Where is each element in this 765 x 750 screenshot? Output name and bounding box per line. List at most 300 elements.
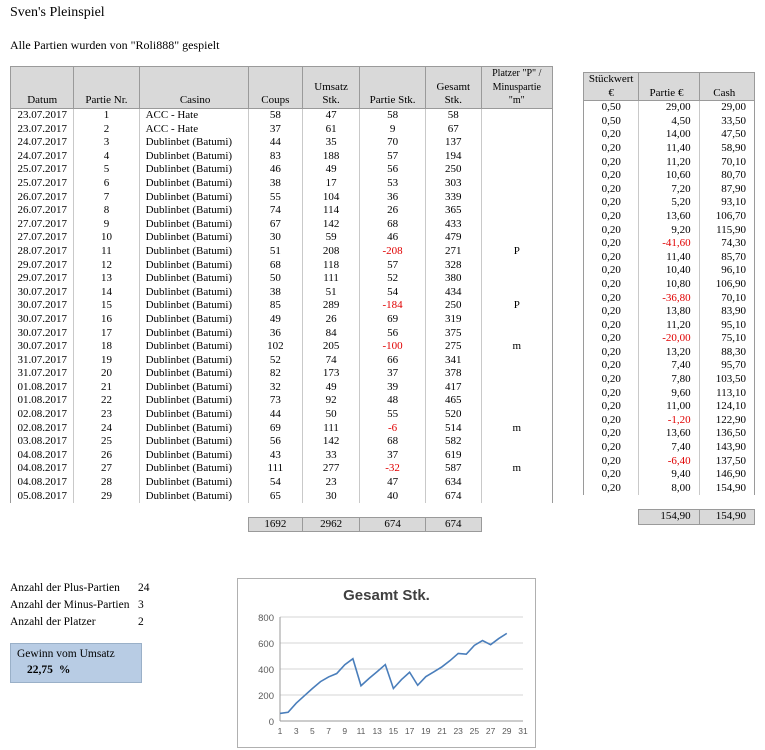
cell-cash: 85,70 bbox=[699, 251, 754, 265]
cell-partie-eur: -36,80 bbox=[639, 292, 699, 306]
cell-gesamt-stk: 250 bbox=[426, 299, 481, 313]
cell-partie-nr: 3 bbox=[74, 136, 139, 150]
col-stueckwert-line2: € bbox=[608, 86, 614, 99]
cell-casino: Dublinbet (Batumi) bbox=[139, 327, 248, 341]
money-row bbox=[584, 210, 755, 224]
cell-platzer-mark bbox=[481, 327, 552, 341]
col-stueckwert bbox=[584, 73, 639, 101]
money-row bbox=[584, 115, 755, 129]
cell-stueckwert: 0,20 bbox=[584, 305, 639, 319]
cell-umsatz-stk: 188 bbox=[303, 150, 360, 164]
cell-coups: 82 bbox=[248, 367, 302, 381]
cell-partie-eur: 8,00 bbox=[639, 482, 699, 496]
cell-coups: 73 bbox=[248, 394, 302, 408]
cell-partie-eur: -6,40 bbox=[639, 455, 699, 469]
cell-cash: 115,90 bbox=[699, 224, 754, 238]
cell-gesamt-stk: 328 bbox=[426, 259, 481, 273]
cell-cash: 106,90 bbox=[699, 278, 754, 292]
cell-stueckwert: 0,20 bbox=[584, 156, 639, 170]
cell-cash: 106,70 bbox=[699, 210, 754, 224]
table-row bbox=[11, 150, 553, 164]
money-row bbox=[584, 427, 755, 441]
chart-xtick-label: 29 bbox=[502, 726, 512, 736]
stat-platzer-value: 2 bbox=[138, 616, 144, 628]
cell-cash: 113,10 bbox=[699, 387, 754, 401]
cell-partie-nr: 9 bbox=[74, 218, 139, 232]
cell-cash: 75,10 bbox=[699, 332, 754, 346]
cell-platzer-mark bbox=[481, 272, 552, 286]
cell-umsatz-stk: 104 bbox=[303, 191, 360, 205]
cell-gesamt-stk: 275 bbox=[426, 340, 481, 354]
cell-cash: 103,50 bbox=[699, 373, 754, 387]
cell-platzer-mark: P bbox=[481, 299, 552, 313]
cell-datum: 24.07.2017 bbox=[11, 150, 74, 164]
cell-gesamt-stk: 434 bbox=[426, 286, 481, 300]
cell-datum: 01.08.2017 bbox=[11, 394, 74, 408]
cell-umsatz-stk: 277 bbox=[303, 462, 360, 476]
cell-partie-eur: 5,20 bbox=[639, 196, 699, 210]
cell-casino: ACC - Hate bbox=[139, 109, 248, 123]
cell-partie-eur: 9,60 bbox=[639, 387, 699, 401]
cell-partie-eur: 11,20 bbox=[639, 319, 699, 333]
col-platzer-line2: Minuspartie bbox=[492, 81, 541, 93]
table-row bbox=[11, 231, 553, 245]
cell-partie-stk: 52 bbox=[360, 272, 426, 286]
cell-coups: 38 bbox=[248, 286, 302, 300]
cell-stueckwert: 0,20 bbox=[584, 264, 639, 278]
cell-stueckwert: 0,20 bbox=[584, 183, 639, 197]
money-totals-partie: 154,90 bbox=[639, 510, 699, 525]
cell-stueckwert: 0,20 bbox=[584, 400, 639, 414]
cell-platzer-mark bbox=[481, 136, 552, 150]
cell-coups: 74 bbox=[248, 204, 302, 218]
cell-cash: 93,10 bbox=[699, 196, 754, 210]
cell-partie-eur: 7,80 bbox=[639, 373, 699, 387]
spacer-cell bbox=[699, 495, 754, 509]
cell-umsatz-stk: 111 bbox=[303, 422, 360, 436]
cell-cash: 33,50 bbox=[699, 115, 754, 129]
money-totals-cash: 154,90 bbox=[699, 510, 754, 525]
cell-partie-nr: 11 bbox=[74, 245, 139, 259]
cell-platzer-mark bbox=[481, 367, 552, 381]
cell-stueckwert: 0,20 bbox=[584, 278, 639, 292]
cell-umsatz-stk: 51 bbox=[303, 286, 360, 300]
table-row bbox=[11, 340, 553, 354]
money-row bbox=[584, 373, 755, 387]
totals-blank-casino bbox=[139, 517, 248, 532]
spacer-cell bbox=[426, 503, 481, 517]
cell-datum: 29.07.2017 bbox=[11, 272, 74, 286]
cell-casino: Dublinbet (Batumi) bbox=[139, 490, 248, 504]
cell-datum: 30.07.2017 bbox=[11, 340, 74, 354]
chart-xtick-label: 1 bbox=[277, 726, 283, 736]
cell-cash: 29,00 bbox=[699, 101, 754, 115]
col-gesamt-line2: Stk. bbox=[444, 94, 462, 107]
chart-ytick-label: 200 bbox=[258, 691, 274, 702]
cell-casino: Dublinbet (Batumi) bbox=[139, 462, 248, 476]
cell-datum: 29.07.2017 bbox=[11, 259, 74, 273]
cell-stueckwert: 0,20 bbox=[584, 346, 639, 360]
cell-datum: 27.07.2017 bbox=[11, 231, 74, 245]
cell-gesamt-stk: 634 bbox=[426, 476, 481, 490]
cell-casino: Dublinbet (Batumi) bbox=[139, 394, 248, 408]
cell-stueckwert: 0,20 bbox=[584, 427, 639, 441]
cell-coups: 37 bbox=[248, 123, 302, 137]
money-row bbox=[584, 278, 755, 292]
cell-casino: Dublinbet (Batumi) bbox=[139, 191, 248, 205]
cell-cash: 80,70 bbox=[699, 169, 754, 183]
cell-gesamt-stk: 417 bbox=[426, 381, 481, 395]
cell-casino: Dublinbet (Batumi) bbox=[139, 136, 248, 150]
cell-partie-stk: 54 bbox=[360, 286, 426, 300]
cell-partie-stk: 70 bbox=[360, 136, 426, 150]
cell-umsatz-stk: 205 bbox=[303, 340, 360, 354]
cell-stueckwert: 0,20 bbox=[584, 142, 639, 156]
cell-gesamt-stk: 341 bbox=[426, 354, 481, 368]
cell-gesamt-stk: 582 bbox=[426, 435, 481, 449]
cell-gesamt-stk: 67 bbox=[426, 123, 481, 137]
cell-coups: 54 bbox=[248, 476, 302, 490]
chart-xtick-label: 23 bbox=[453, 726, 463, 736]
totals-gesamt-stk: 674 bbox=[426, 517, 481, 532]
cell-partie-stk: -32 bbox=[360, 462, 426, 476]
cell-umsatz-stk: 61 bbox=[303, 123, 360, 137]
cell-partie-stk: 36 bbox=[360, 191, 426, 205]
cell-stueckwert: 0,20 bbox=[584, 128, 639, 142]
cell-casino: Dublinbet (Batumi) bbox=[139, 150, 248, 164]
spacer-cell bbox=[639, 495, 699, 509]
cell-coups: 38 bbox=[248, 177, 302, 191]
money-row bbox=[584, 319, 755, 333]
col-umsatz-line2: Stk. bbox=[322, 94, 340, 107]
cell-platzer-mark bbox=[481, 490, 552, 504]
cell-umsatz-stk: 142 bbox=[303, 218, 360, 232]
cell-partie-stk: -184 bbox=[360, 299, 426, 313]
cell-umsatz-stk: 118 bbox=[303, 259, 360, 273]
money-row bbox=[584, 387, 755, 401]
chart-xtick-label: 9 bbox=[342, 726, 348, 736]
cell-gesamt-stk: 465 bbox=[426, 394, 481, 408]
cell-platzer-mark bbox=[481, 313, 552, 327]
cell-cash: 88,30 bbox=[699, 346, 754, 360]
cell-partie-nr: 5 bbox=[74, 163, 139, 177]
cell-datum: 26.07.2017 bbox=[11, 204, 74, 218]
cell-umsatz-stk: 26 bbox=[303, 313, 360, 327]
cell-partie-eur: 13,80 bbox=[639, 305, 699, 319]
col-umsatz-line1: Umsatz bbox=[314, 80, 348, 93]
stat-minus bbox=[10, 597, 160, 614]
cell-casino: Dublinbet (Batumi) bbox=[139, 340, 248, 354]
spacer-cell bbox=[360, 503, 426, 517]
cell-casino: Dublinbet (Batumi) bbox=[139, 177, 248, 191]
cell-datum: 23.07.2017 bbox=[11, 109, 74, 123]
cell-stueckwert: 0,20 bbox=[584, 468, 639, 482]
cell-partie-nr: 20 bbox=[74, 367, 139, 381]
table-row bbox=[11, 299, 553, 313]
cell-gesamt-stk: 380 bbox=[426, 272, 481, 286]
cell-stueckwert: 0,20 bbox=[584, 169, 639, 183]
cell-gesamt-stk: 339 bbox=[426, 191, 481, 205]
cell-coups: 50 bbox=[248, 272, 302, 286]
cell-partie-nr: 6 bbox=[74, 177, 139, 191]
cell-coups: 51 bbox=[248, 245, 302, 259]
cell-cash: 58,90 bbox=[699, 142, 754, 156]
gewinn-unit: % bbox=[58, 664, 71, 676]
spacer-cell bbox=[248, 503, 302, 517]
chart-xtick-label: 31 bbox=[518, 726, 528, 736]
cell-casino: Dublinbet (Batumi) bbox=[139, 299, 248, 313]
cell-cash: 95,10 bbox=[699, 319, 754, 333]
cell-casino: Dublinbet (Batumi) bbox=[139, 163, 248, 177]
cell-umsatz-stk: 289 bbox=[303, 299, 360, 313]
cell-datum: 24.07.2017 bbox=[11, 136, 74, 150]
cell-partie-eur: 11,40 bbox=[639, 251, 699, 265]
table-row bbox=[11, 449, 553, 463]
stat-plus-value: 24 bbox=[138, 582, 150, 594]
cell-datum: 04.08.2017 bbox=[11, 476, 74, 490]
money-row bbox=[584, 156, 755, 170]
money-row bbox=[584, 251, 755, 265]
cell-partie-stk: 9 bbox=[360, 123, 426, 137]
cell-platzer-mark bbox=[481, 123, 552, 137]
cell-partie-nr: 23 bbox=[74, 408, 139, 422]
cell-gesamt-stk: 514 bbox=[426, 422, 481, 436]
chart-ytick-label: 0 bbox=[268, 717, 274, 728]
cell-partie-stk: 57 bbox=[360, 259, 426, 273]
totals-blank-datum bbox=[11, 517, 74, 532]
table-row bbox=[11, 259, 553, 273]
cell-partie-stk: 56 bbox=[360, 327, 426, 341]
cell-partie-stk: 68 bbox=[360, 218, 426, 232]
cell-stueckwert: 0,20 bbox=[584, 292, 639, 306]
cell-cash: 70,10 bbox=[699, 156, 754, 170]
cell-partie-stk: -6 bbox=[360, 422, 426, 436]
cell-datum: 25.07.2017 bbox=[11, 163, 74, 177]
table-row bbox=[11, 394, 553, 408]
table-row bbox=[11, 123, 553, 137]
totals-blank-platzer bbox=[481, 517, 552, 532]
cell-partie-nr: 17 bbox=[74, 327, 139, 341]
cell-stueckwert: 0,20 bbox=[584, 482, 639, 496]
cell-stueckwert: 0,20 bbox=[584, 414, 639, 428]
money-row bbox=[584, 468, 755, 482]
cell-platzer-mark bbox=[481, 204, 552, 218]
cell-partie-eur: 9,20 bbox=[639, 224, 699, 238]
totals-partie-stk: 674 bbox=[360, 517, 426, 532]
money-grid bbox=[583, 72, 755, 525]
cell-partie-nr: 14 bbox=[74, 286, 139, 300]
cell-umsatz-stk: 33 bbox=[303, 449, 360, 463]
cell-platzer-mark: P bbox=[481, 245, 552, 259]
cell-stueckwert: 0,20 bbox=[584, 332, 639, 346]
cell-coups: 30 bbox=[248, 231, 302, 245]
col-platzer bbox=[481, 67, 552, 109]
cell-umsatz-stk: 114 bbox=[303, 204, 360, 218]
cell-umsatz-stk: 173 bbox=[303, 367, 360, 381]
spacer-cell bbox=[303, 503, 360, 517]
cell-platzer-mark: m bbox=[481, 462, 552, 476]
table-row bbox=[11, 408, 553, 422]
table-row bbox=[11, 476, 553, 490]
cell-cash: 137,50 bbox=[699, 455, 754, 469]
totals-coups: 1692 bbox=[248, 517, 302, 532]
cell-gesamt-stk: 319 bbox=[426, 313, 481, 327]
totals-blank-nr bbox=[74, 517, 139, 532]
chart-ytick-label: 600 bbox=[258, 639, 274, 650]
money-spacer bbox=[584, 495, 755, 509]
money-row bbox=[584, 142, 755, 156]
money-table bbox=[583, 72, 755, 525]
cell-datum: 30.07.2017 bbox=[11, 286, 74, 300]
cell-coups: 69 bbox=[248, 422, 302, 436]
cell-partie-stk: 53 bbox=[360, 177, 426, 191]
col-gesamt bbox=[426, 67, 481, 109]
money-totals-blank bbox=[584, 510, 639, 525]
cell-partie-eur: -20,00 bbox=[639, 332, 699, 346]
cell-datum: 30.07.2017 bbox=[11, 327, 74, 341]
stat-minus-label: Anzahl der Minus-Partien bbox=[10, 599, 130, 611]
gewinn-label: Gewinn vom Umsatz bbox=[17, 648, 115, 660]
cell-cash: 74,30 bbox=[699, 237, 754, 251]
cell-partie-stk: 26 bbox=[360, 204, 426, 218]
cell-datum: 23.07.2017 bbox=[11, 123, 74, 137]
cell-coups: 55 bbox=[248, 191, 302, 205]
money-row bbox=[584, 128, 755, 142]
table-row bbox=[11, 109, 553, 123]
cell-casino: Dublinbet (Batumi) bbox=[139, 313, 248, 327]
cell-datum: 01.08.2017 bbox=[11, 381, 74, 395]
cell-datum: 31.07.2017 bbox=[11, 367, 74, 381]
money-row bbox=[584, 359, 755, 373]
cell-datum: 28.07.2017 bbox=[11, 245, 74, 259]
cell-gesamt-stk: 375 bbox=[426, 327, 481, 341]
money-row bbox=[584, 169, 755, 183]
cell-partie-nr: 4 bbox=[74, 150, 139, 164]
money-row bbox=[584, 292, 755, 306]
cell-partie-nr: 29 bbox=[74, 490, 139, 504]
cell-cash: 95,70 bbox=[699, 359, 754, 373]
cell-datum: 31.07.2017 bbox=[11, 354, 74, 368]
cell-partie-eur: 4,50 bbox=[639, 115, 699, 129]
cell-gesamt-stk: 250 bbox=[426, 163, 481, 177]
stat-platzer bbox=[10, 614, 160, 631]
cell-datum: 25.07.2017 bbox=[11, 177, 74, 191]
cell-partie-nr: 22 bbox=[74, 394, 139, 408]
chart-plot-area bbox=[238, 609, 535, 747]
cell-platzer-mark bbox=[481, 286, 552, 300]
table-row bbox=[11, 313, 553, 327]
table-row bbox=[11, 462, 553, 476]
cell-umsatz-stk: 59 bbox=[303, 231, 360, 245]
cell-cash: 96,10 bbox=[699, 264, 754, 278]
cell-datum: 27.07.2017 bbox=[11, 218, 74, 232]
spacer-cell bbox=[481, 503, 552, 517]
cell-stueckwert: 0,20 bbox=[584, 237, 639, 251]
spacer-cell bbox=[11, 503, 74, 517]
cell-umsatz-stk: 50 bbox=[303, 408, 360, 422]
cell-partie-stk: 58 bbox=[360, 109, 426, 123]
cell-cash: 122,90 bbox=[699, 414, 754, 428]
cell-partie-stk: 55 bbox=[360, 408, 426, 422]
cell-partie-stk: 69 bbox=[360, 313, 426, 327]
stat-platzer-label: Anzahl der Platzer bbox=[10, 616, 96, 628]
cell-partie-nr: 1 bbox=[74, 109, 139, 123]
cell-platzer-mark bbox=[481, 191, 552, 205]
table-row bbox=[11, 381, 553, 395]
results-body bbox=[11, 109, 553, 532]
cell-umsatz-stk: 92 bbox=[303, 394, 360, 408]
cell-casino: Dublinbet (Batumi) bbox=[139, 245, 248, 259]
cell-coups: 56 bbox=[248, 435, 302, 449]
cell-umsatz-stk: 30 bbox=[303, 490, 360, 504]
cell-partie-nr: 16 bbox=[74, 313, 139, 327]
cell-umsatz-stk: 23 bbox=[303, 476, 360, 490]
cell-casino: ACC - Hate bbox=[139, 123, 248, 137]
cell-cash: 70,10 bbox=[699, 292, 754, 306]
cell-partie-stk: 68 bbox=[360, 435, 426, 449]
cell-platzer-mark bbox=[481, 109, 552, 123]
cell-cash: 146,90 bbox=[699, 468, 754, 482]
cell-gesamt-stk: 378 bbox=[426, 367, 481, 381]
cell-umsatz-stk: 35 bbox=[303, 136, 360, 150]
cell-coups: 85 bbox=[248, 299, 302, 313]
cell-stueckwert: 0,50 bbox=[584, 101, 639, 115]
chart-series-line bbox=[280, 633, 507, 713]
cell-umsatz-stk: 47 bbox=[303, 109, 360, 123]
results-grid bbox=[10, 66, 553, 532]
cell-stueckwert: 0,20 bbox=[584, 455, 639, 469]
cell-datum: 02.08.2017 bbox=[11, 422, 74, 436]
cell-gesamt-stk: 303 bbox=[426, 177, 481, 191]
col-gesamt-line1: Gesamt bbox=[436, 80, 471, 93]
money-row bbox=[584, 183, 755, 197]
cell-cash: 83,90 bbox=[699, 305, 754, 319]
cell-cash: 136,50 bbox=[699, 427, 754, 441]
cell-casino: Dublinbet (Batumi) bbox=[139, 408, 248, 422]
cell-stueckwert: 0,20 bbox=[584, 387, 639, 401]
cell-partie-stk: 40 bbox=[360, 490, 426, 504]
table-row bbox=[11, 163, 553, 177]
cell-platzer-mark bbox=[481, 218, 552, 232]
cell-partie-nr: 24 bbox=[74, 422, 139, 436]
cell-cash: 143,90 bbox=[699, 441, 754, 455]
cell-partie-eur: -41,60 bbox=[639, 237, 699, 251]
stat-plus bbox=[10, 580, 160, 597]
table-spacer bbox=[11, 503, 553, 517]
cell-datum: 04.08.2017 bbox=[11, 449, 74, 463]
cell-partie-nr: 15 bbox=[74, 299, 139, 313]
cell-cash: 124,10 bbox=[699, 400, 754, 414]
cell-platzer-mark bbox=[481, 408, 552, 422]
cell-partie-eur: 10,40 bbox=[639, 264, 699, 278]
cell-casino: Dublinbet (Batumi) bbox=[139, 218, 248, 232]
money-header-row bbox=[584, 73, 755, 101]
cell-coups: 83 bbox=[248, 150, 302, 164]
cell-casino: Dublinbet (Batumi) bbox=[139, 286, 248, 300]
cell-partie-stk: 57 bbox=[360, 150, 426, 164]
table-row bbox=[11, 286, 553, 300]
cell-casino: Dublinbet (Batumi) bbox=[139, 204, 248, 218]
page-subtitle: Alle Partien wurden von "Roli888" gespielt bbox=[10, 38, 220, 52]
cell-umsatz-stk: 74 bbox=[303, 354, 360, 368]
cell-umsatz-stk: 208 bbox=[303, 245, 360, 259]
cell-umsatz-stk: 17 bbox=[303, 177, 360, 191]
cell-partie-eur: 13,60 bbox=[639, 427, 699, 441]
cell-coups: 52 bbox=[248, 354, 302, 368]
col-datum: Datum bbox=[11, 67, 74, 109]
cell-partie-stk: -100 bbox=[360, 340, 426, 354]
chart-xtick-label: 17 bbox=[404, 726, 415, 736]
